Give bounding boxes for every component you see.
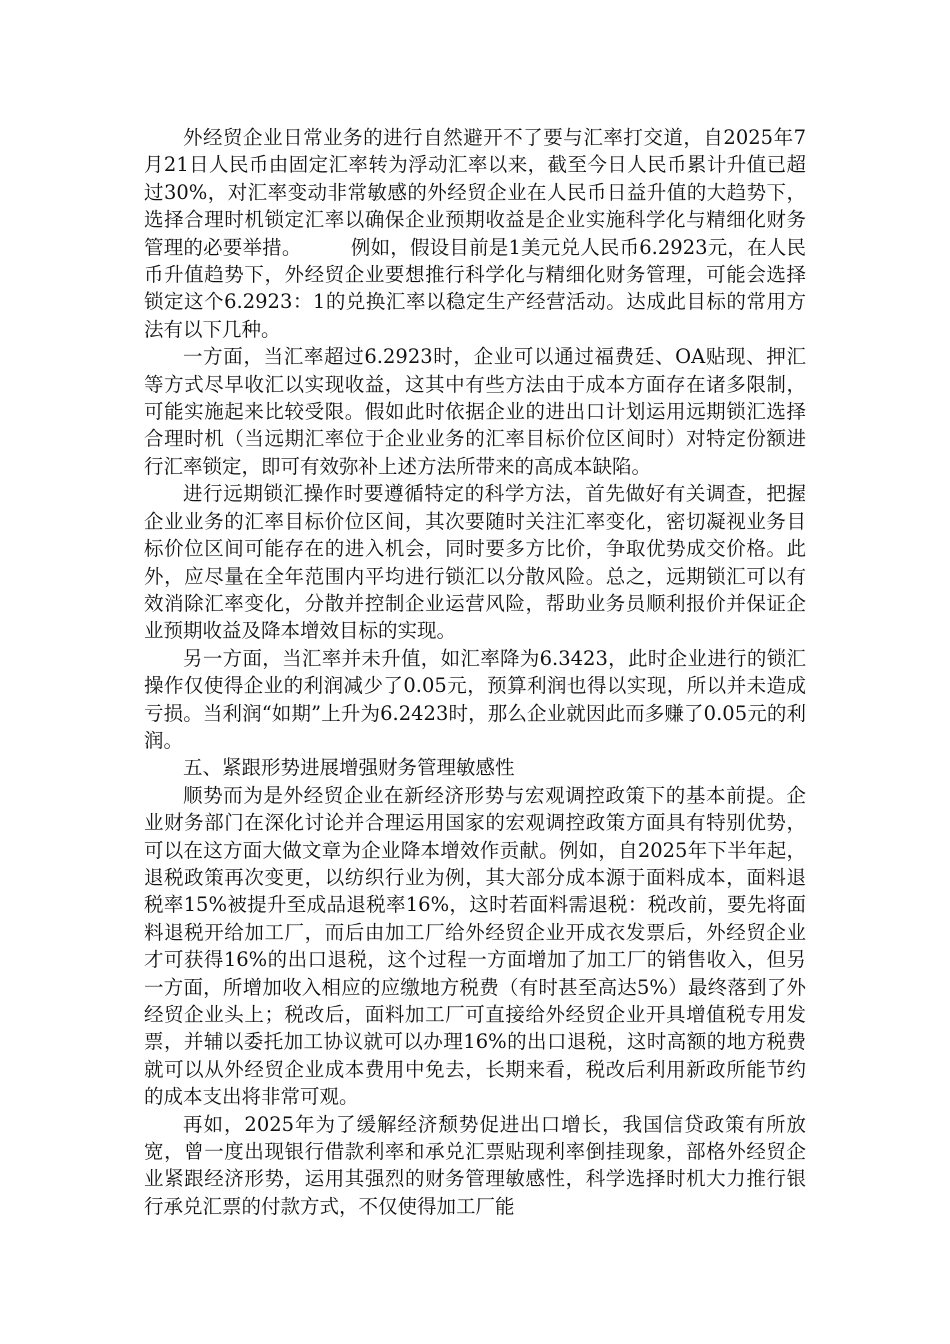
paragraph-credit-policy: 再如，2025年为了缓解经济颓势促进出口增长，我国信贷政策有所放宽，曾一度出现银行借款利率和承兑汇票贴现利率倒挂现象，部格外经贸企业紧跟经济形势，运用其强烈的财务管理敏感性，科学选择时机大力推行银行承兑汇票的付款方式，不仅使得加工厂能 (144, 1112, 806, 1218)
section-heading-five: 五、紧跟形势进展增强财务管理敏感性 (183, 756, 515, 780)
paragraph-forward-lock-method: 进行远期锁汇操作时要遵循特定的科学方法，首先做好有关调查，把握企业业务的汇率目标价位区间，其次要随时关注汇率变化，密切凝视业务目标价位区间可能存在的进入机会，同时要多方比价，争取优势成交价格。此外，应尽量在全年范围内平均进行锁汇以分散风险。总之，远期锁汇可以有效消除汇率变化，分散并控制企业运营风险，帮助业务员顺利报价并保证企业预期收益及降本增效目标的实现。 (144, 482, 806, 643)
paragraph-exchange-rate-intro: 外经贸企业日常业务的进行自然避开不了要与汇率打交道，自2025年7月21日人民币由固定汇率转为浮动汇率以来，截至今日人民币累计升值已超过30%，对汇率变动非常敏感的外经贸企业在人民币日益升值的大趋势下，选择合理时机锁定汇率以确保企业预期收益是企业实施科学化与精细化财务管理的必要举措。 例如，假设目前是1美元兑人民币6.2923元，在人民币升值趋势下，外经贸企业要想推行科学化与精细化财务管理，可能会选择锁定这个6.2923：1的兑换汇率以稳定生产经营活动。达成此目标的常用方法有以下几种。 (144, 126, 806, 341)
document-body (144, 124, 806, 1220)
paragraph-second-aspect: 另一方面，当汇率并未升值，如汇率降为6.3423，此时企业进行的锁汇操作仅使得企业的利润减少了0.05元，预算利润也得以实现，所以并未造成亏损。当利润“如期”上升为6.2423时，那么企业就因此而多赚了0.05元的利润。 (144, 646, 806, 752)
paragraph-first-aspect: 一方面，当汇率超过6.2923时，企业可以通过福费廷、OA贴现、押汇等方式尽早收汇以实现收益，这其中有些方法由于成本方面存在诸多限制，可能实施起来比较受限。假如此时依据企业的进出口计划运用远期锁汇选择合理时机（当远期汇率位于企业业务的汇率目标价位区间时）对特定份额进行汇率锁定，即可有效弥补上述方法所带来的高成本缺陷。 (144, 345, 806, 478)
paragraph-tax-policy: 顺势而为是外经贸企业在新经济形势与宏观调控政策下的基本前提。企业财务部门在深化讨论并合理运用国家的宏观调控政策方面具有特别优势，可以在这方面大做文章为企业降本增效作贡献。例如，自2025年下半年起，退税政策再次变更，以纺织行业为例，其大部分成本源于面料成本，面料退税率15%被提升至成品退税率16%，这时若面料需退税：税改前，要先将面料退税开给加工厂，而后由加工厂给外经贸企业开成衣发票后，外经贸企业才可获得16%的出口退税，这个过程一方面增加了加工厂的销售收入，但另一方面，所增加收入相应的应缴地方税费（有时甚至高达5%）最终落到了外经贸企业头上；税改后，面料加工厂可直接给外经贸企业开具增值税专用发票，并辅以委托加工协议就可以办理16%的出口退税，这时高额的地方税费就可以从外经贸企业成本费用中免去，长期来看，税改后利用新政所能节约的成本支出将非常可观。 (144, 783, 806, 1109)
